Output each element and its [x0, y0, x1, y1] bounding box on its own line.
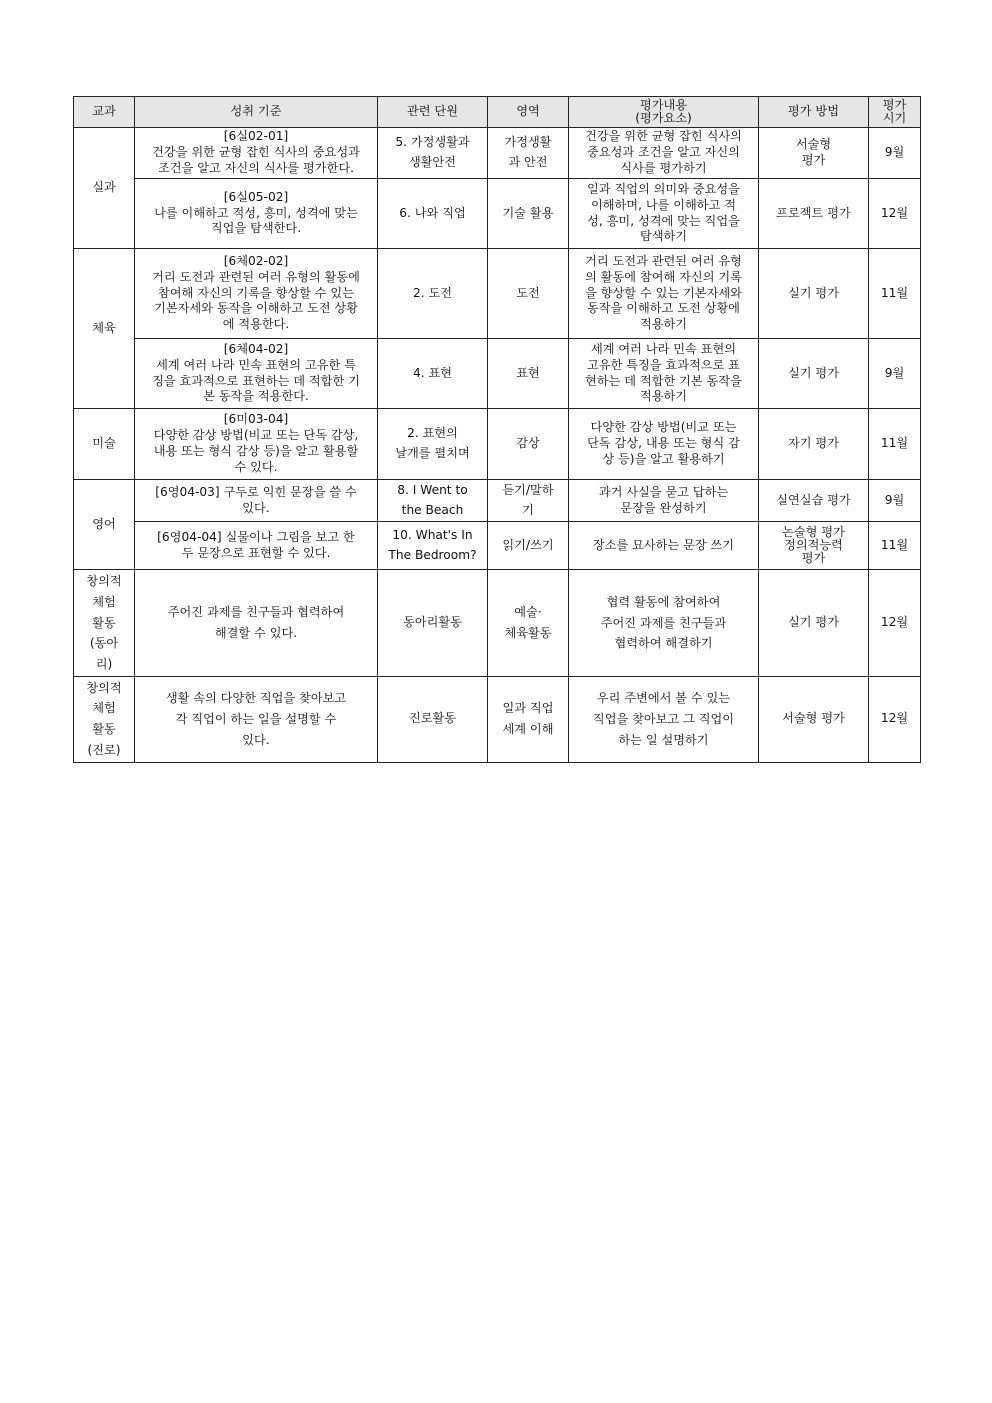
table-row [74, 480, 921, 522]
time-cell: 12월 [869, 179, 921, 249]
domain-cell: 듣기/말하 기 [488, 480, 569, 522]
standard-cell: [6영04-04] 실물이나 그림을 보고 한 두 문장으로 표현할 수 있다. [135, 522, 378, 570]
subject-cell: 창의적 체험 활동 (동아 리) [74, 570, 135, 677]
method-cell: 논술형 평가 정의적능력 평가 [759, 522, 869, 570]
table-row [74, 522, 921, 570]
standard-cell: 주어진 과제를 친구들과 협력하여 해결할 수 있다. [135, 570, 378, 677]
content-cell: 다양한 감상 방법(비교 또는 단독 감상, 내용 또는 형식 감 상 등)을 알고 활용하기 [569, 409, 759, 480]
content-cell: 세계 여러 나라 민속 표현의 고유한 특징을 효과적으로 표 현하는 데 적합한 기본 동작을 적용하기 [569, 339, 759, 409]
header-unit: 관련 단원 [378, 97, 488, 128]
content-cell: 과거 사실을 묻고 답하는 문장을 완성하기 [569, 480, 759, 522]
content-cell: 협력 활동에 참여하여 주어진 과제를 친구들과 협력하여 해결하기 [569, 570, 759, 677]
domain-cell: 도전 [488, 249, 569, 339]
domain-cell: 일과 직업 세계 이해 [488, 676, 569, 762]
standard-cell: [6실02-01] 건강을 위한 균형 잡힌 식사의 중요성과 조건을 알고 자신의 식사를 평가한다. [135, 128, 378, 179]
table-row [74, 179, 921, 249]
unit-cell: 6. 나와 직업 [378, 179, 488, 249]
header-method: 평가 방법 [759, 97, 869, 128]
subject-cell: 영어 [74, 480, 135, 570]
unit-cell: 4. 표현 [378, 339, 488, 409]
standard-cell: 생활 속의 다양한 직업을 찾아보고 각 직업이 하는 일을 설명할 수 있다. [135, 676, 378, 762]
subject-cell: 체육 [74, 249, 135, 409]
content-cell: 일과 직업의 의미와 중요성을 이해하며, 나를 이해하고 적 성, 흥미, 성격에 맞는 직업을 탐색하기 [569, 179, 759, 249]
time-cell: 11월 [869, 522, 921, 570]
method-cell: 자기 평가 [759, 409, 869, 480]
standard-cell: [6실05-02] 나를 이해하고 적성, 흥미, 성격에 맞는 직업을 탐색한다. [135, 179, 378, 249]
time-cell: 11월 [869, 409, 921, 480]
standard-cell: [6체04-02] 세계 여러 나라 민속 표현의 고유한 특 징을 효과적으로 표현하는 데 적합한 기 본 동작을 적용한다. [135, 339, 378, 409]
method-cell: 서술형 평가 [759, 676, 869, 762]
content-cell: 건강을 위한 균형 잡힌 식사의 중요성과 조건을 알고 자신의 식사를 평가하기 [569, 128, 759, 179]
domain-cell: 감상 [488, 409, 569, 480]
subject-cell: 미술 [74, 409, 135, 480]
table-row [74, 570, 921, 677]
table-row [74, 249, 921, 339]
header-time: 평가 시기 [869, 97, 921, 128]
content-cell: 우리 주변에서 볼 수 있는 직업을 찾아보고 그 직업이 하는 일 설명하기 [569, 676, 759, 762]
method-cell: 프로젝트 평가 [759, 179, 869, 249]
subject-cell: 실과 [74, 128, 135, 249]
unit-cell: 5. 가정생활과 생활안전 [378, 128, 488, 179]
table-row [74, 676, 921, 762]
method-cell: 실연실습 평가 [759, 480, 869, 522]
method-cell: 실기 평가 [759, 249, 869, 339]
time-cell: 12월 [869, 676, 921, 762]
table-header-row [74, 97, 921, 128]
standard-cell: [6체02-02] 거리 도전과 관련된 여러 유형의 활동에 참여해 자신의 기록을 향상할 수 있는 기본자세와 동작을 이해하고 도전 상황 에 적용한다. [135, 249, 378, 339]
header-standard: 성취 기준 [135, 97, 378, 128]
time-cell: 11월 [869, 249, 921, 339]
header-subject: 교과 [74, 97, 135, 128]
domain-cell: 가정생활 과 안전 [488, 128, 569, 179]
method-cell: 실기 평가 [759, 339, 869, 409]
unit-cell: 10. What's In The Bedroom? [378, 522, 488, 570]
method-cell: 실기 평가 [759, 570, 869, 677]
unit-cell: 진로활동 [378, 676, 488, 762]
time-cell: 12월 [869, 570, 921, 677]
domain-cell: 표현 [488, 339, 569, 409]
unit-cell: 동아리활동 [378, 570, 488, 677]
table-row [74, 339, 921, 409]
time-cell: 9월 [869, 128, 921, 179]
standard-cell: [6영04-03] 구두로 익힌 문장을 쓸 수 있다. [135, 480, 378, 522]
time-cell: 9월 [869, 339, 921, 409]
content-cell: 거리 도전과 관련된 여러 유형 의 활동에 참여해 자신의 기록 을 향상할 수 있는 기본자세와 동작을 이해하고 도전 상황에 적용하기 [569, 249, 759, 339]
standard-cell: [6미03-04] 다양한 감상 방법(비교 또는 단독 감상, 내용 또는 형식 감상 등)을 알고 활용할 수 있다. [135, 409, 378, 480]
subject-cell: 창의적 체험 활동 (진로) [74, 676, 135, 762]
table-row [74, 409, 921, 480]
unit-cell: 2. 표현의 날개를 펼치며 [378, 409, 488, 480]
domain-cell: 읽기/쓰기 [488, 522, 569, 570]
content-cell: 장소를 묘사하는 문장 쓰기 [569, 522, 759, 570]
domain-cell: 기술 활용 [488, 179, 569, 249]
time-cell: 9월 [869, 480, 921, 522]
method-cell: 서술형 평가 [759, 128, 869, 179]
unit-cell: 8. I Went to the Beach [378, 480, 488, 522]
header-content: 평가내용 (평가요소) [569, 97, 759, 128]
header-domain: 영역 [488, 97, 569, 128]
unit-cell: 2. 도전 [378, 249, 488, 339]
table-row [74, 128, 921, 179]
domain-cell: 예술· 체육활동 [488, 570, 569, 677]
evaluation-plan-table [73, 96, 921, 763]
